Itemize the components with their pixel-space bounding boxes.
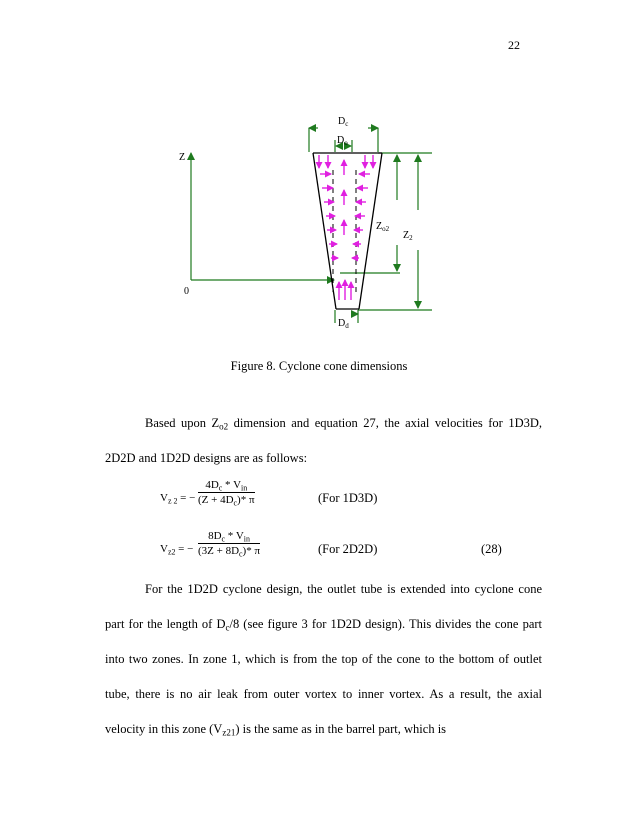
label-zo2: $Z_{o2}$ — [376, 221, 390, 233]
equation-number: (28) — [481, 542, 502, 556]
paragraph-1d2d: For the 1D2D cyclone design, the outlet tube is extended into cyclone cone part for the length of $D_c/8$ (see figure 3 for 1D2D design). This divides the cone part into two zones. In zone 1, which is from the top of the cone to the bottom of outlet tube, there is no air leak from outer vortex to inner vortex. As a result, the axial velocity in this zone $(V_{z21})$ is the same as in the barrel part, which is — [105, 582, 543, 738]
cyclone-cone-figure — [0, 0, 638, 360]
z-axis — [191, 153, 334, 280]
label-zero: 0 — [184, 286, 189, 297]
paragraph-intro: Based upon $Z_{o2}$ dimension and equation 27, the axial velocities for 1D3D, 2D2D and 1D2D designs are as follows: — [105, 416, 543, 465]
label-z: Z — [179, 152, 186, 163]
page-number: 22 — [508, 38, 520, 52]
equation-1d3d: $V_{z 2}$ = − $4D_c * V_{in}$ $(Z + 4D_c)*$ π (For 1D3D) — [160, 479, 378, 508]
cone-outline — [313, 153, 382, 309]
label-dc: $D_c$ — [338, 116, 349, 128]
equation-2d2d: $V_{z2}$ = − $8D_c * V_{in}$ $(3Z + 8D_c)*$ π (For 2D2D) (28) — [160, 530, 502, 559]
label-dd: $D_d$ — [338, 318, 349, 330]
label-z2: $Z_2$ — [403, 230, 413, 242]
label-do: $D_o$ — [337, 135, 348, 147]
flow-arrows — [319, 155, 373, 300]
figure-caption: Figure 8. Cyclone cone dimensions — [230, 359, 408, 373]
